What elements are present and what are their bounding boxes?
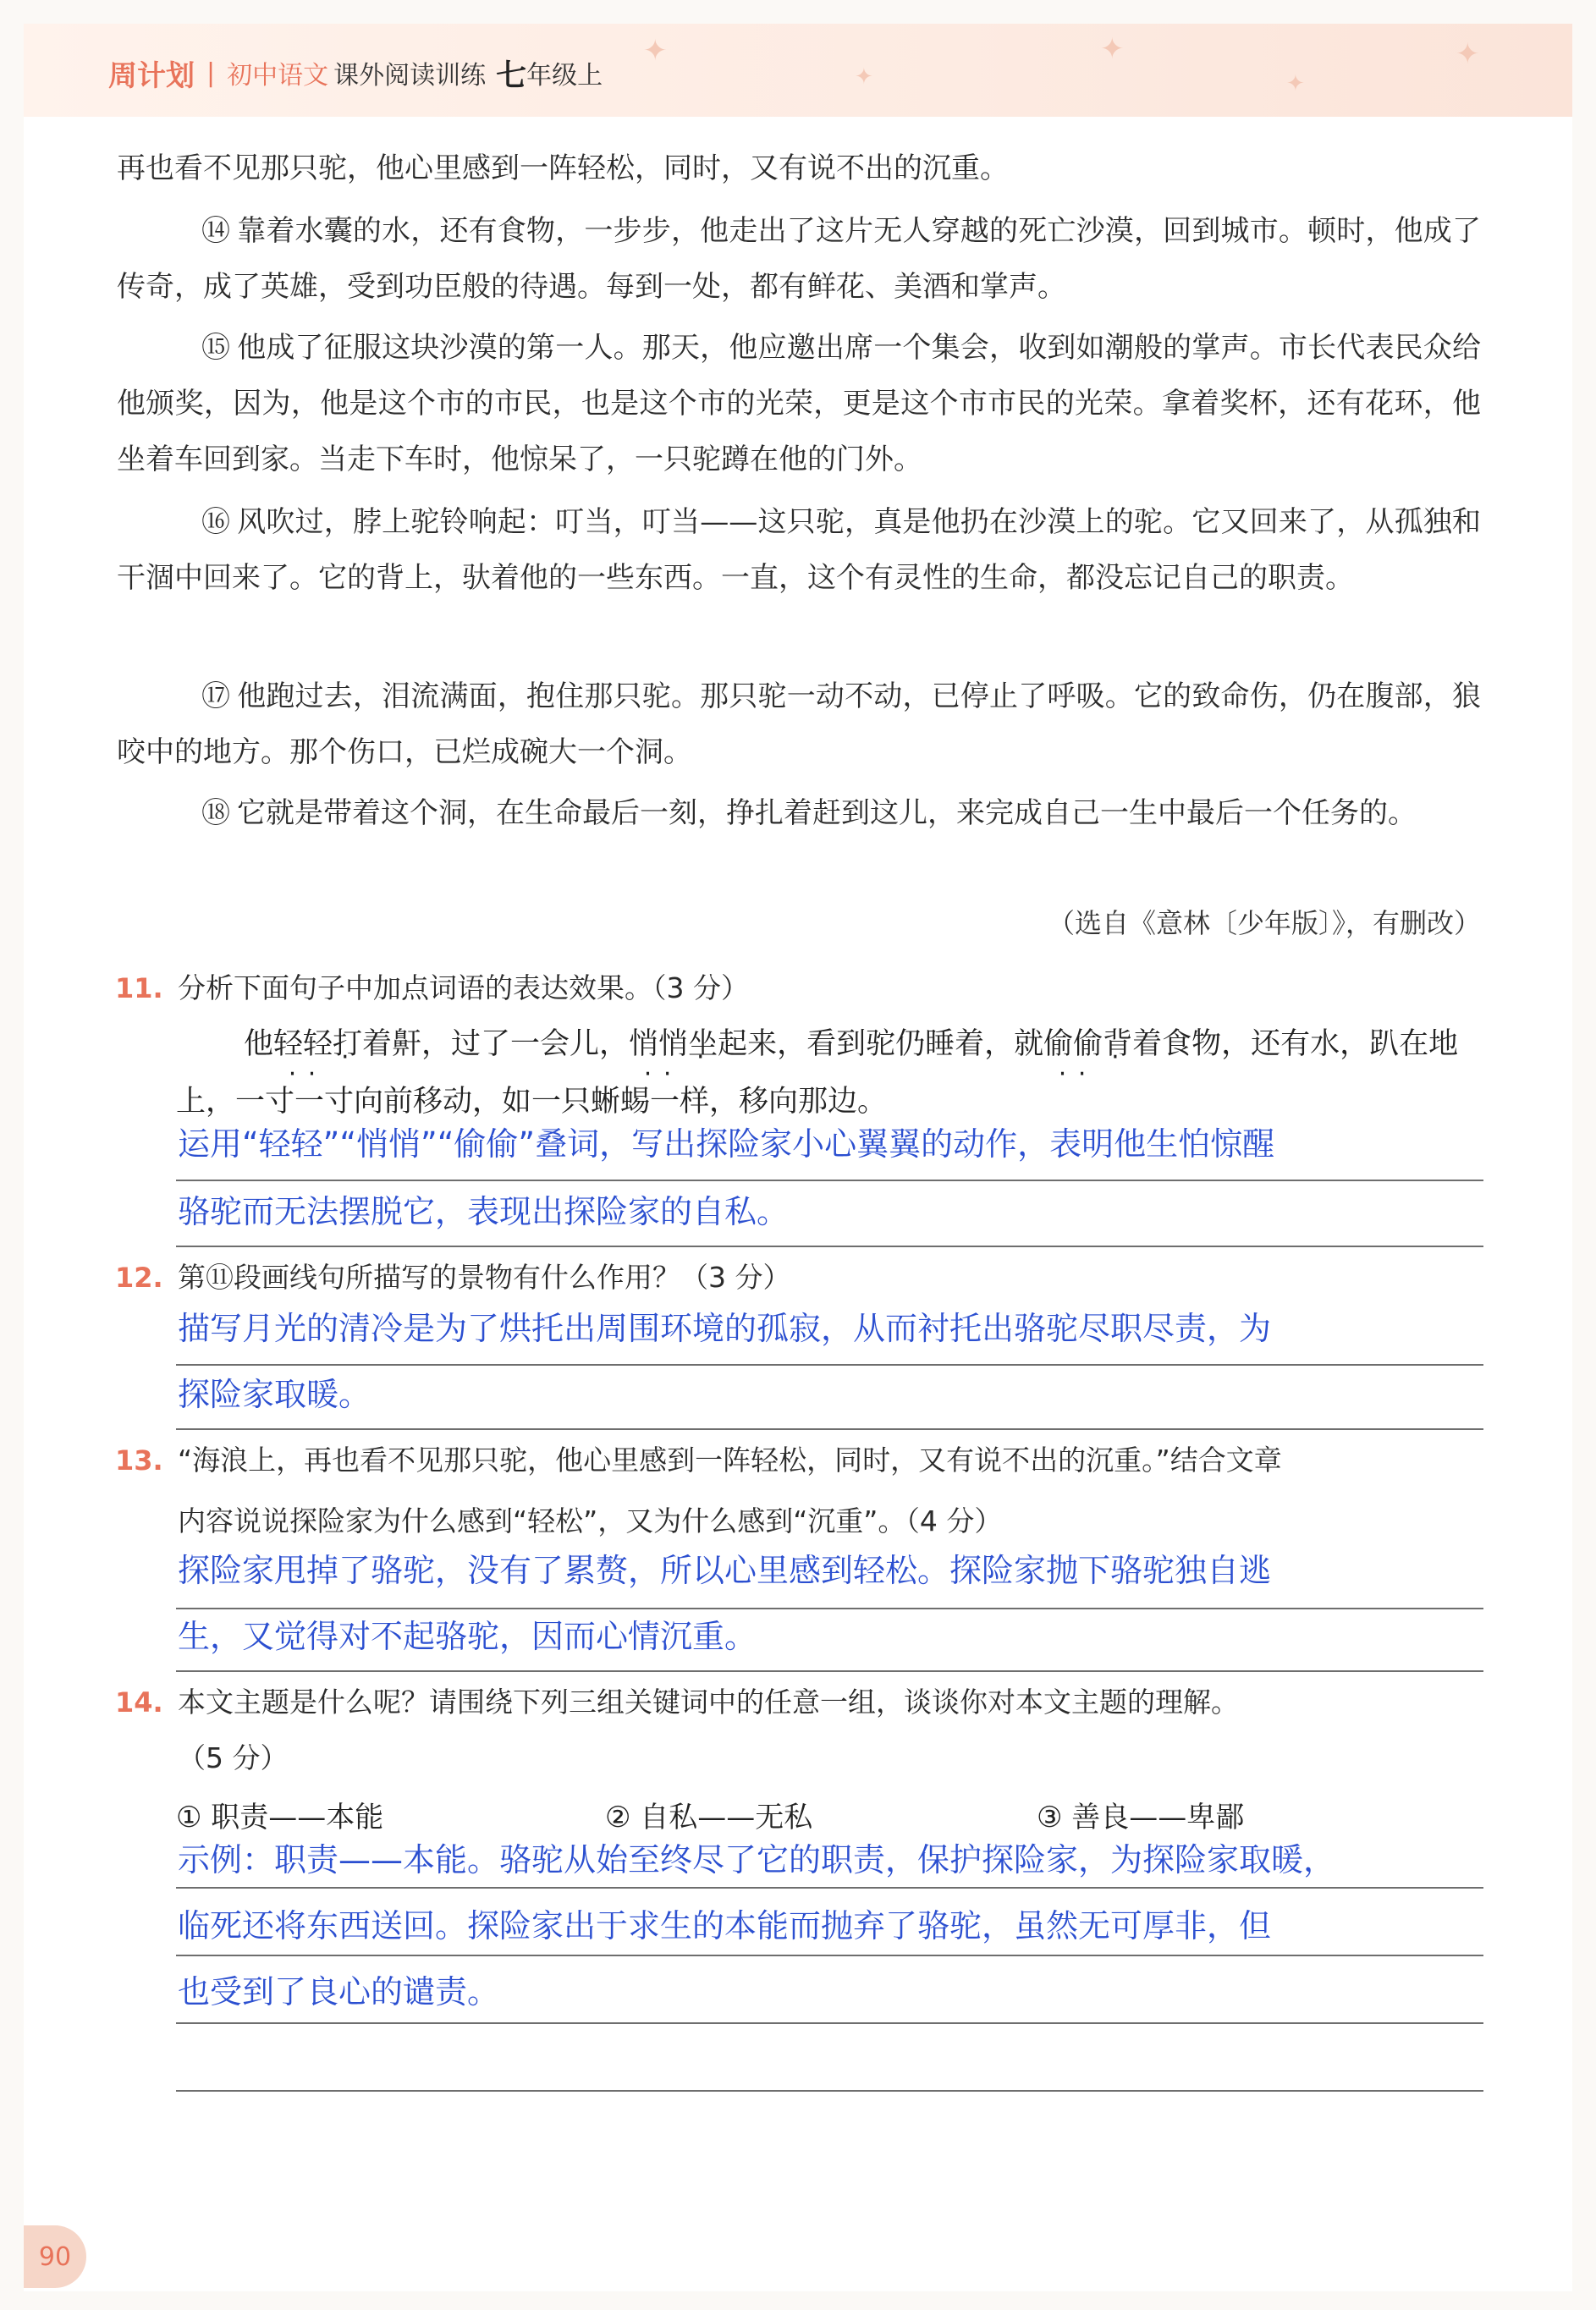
passage-source: （选自《意林〔少年版〕》，有删改） — [1047, 907, 1481, 939]
question-text: 分析下面句子中加点词语的表达效果。（3 分） — [178, 971, 749, 1004]
keyword-option-3: ③ 善良——卑鄙 — [1037, 1801, 1245, 1834]
question-number: 13. — [115, 1444, 163, 1477]
quote-text: 坐起来，看到驼仍睡着，就 — [688, 1027, 1044, 1061]
answer-text: 骆驼而无法摆脱它，表现出探险家的自私。 — [178, 1193, 790, 1230]
paragraph-number: ⑭ — [201, 214, 231, 248]
paragraph-text: 风吹过，脖上驼铃响起：叮当，叮当——这只驼，真是他扔在沙漠上的驼。它又回来了，从孤独和干涸中回来了。它的背上，驮着他的一些东西。一直，这个有灵性的生命，都没忘记自己的职责。 — [117, 505, 1482, 595]
dotted-word — [629, 1027, 688, 1061]
question-number: 14. — [115, 1686, 163, 1719]
question-text: 本文主题是什么呢？请围绕下列三组关键词中的任意一组，谈谈你对本文主题的理解。 — [178, 1686, 1239, 1719]
passage-paragraph-14 — [117, 203, 1481, 315]
keyword-option-2: ② 自私——无私 — [605, 1801, 813, 1834]
passage-paragraph-15 — [117, 320, 1481, 487]
paragraph-text: 它就是带着这个洞，在生命最后一刻，挣扎着赶到这儿，来完成自己一生中最后一个任务的。 — [237, 796, 1417, 830]
answer-text: 探险家甩掉了骆驼，没有了累赘，所以心里感到轻松。探险家抛下骆驼独自逃 — [178, 1552, 1272, 1589]
paragraph-text: 他成了征服这块沙漠的第一人。那天，他应邀出席一个集会，收到如潮般的掌声。市长代表民众给他颁奖，因为，他是这个市的市民，也是这个市的光荣，更是这个市市民的光荣。拿着奖杯，还有花环，他坐着车回到家。当走下车时，他惊呆了，一只驼蹲在他的门外。 — [117, 331, 1481, 476]
question-text: （5 分） — [178, 1741, 289, 1774]
star-decoration-icon: ✦ — [1286, 71, 1305, 96]
answer-text: 也受到了良心的谴责。 — [178, 1973, 500, 2010]
question-text: 第⑪段画线句所描写的景物有什么作用？（3 分） — [178, 1261, 791, 1294]
page-number: 90 — [24, 2225, 86, 2288]
star-decoration-icon: ✦ — [643, 34, 668, 68]
quote-text: 打着鼾，过了一会儿， — [333, 1027, 630, 1061]
answer-text: 示例：职责——本能。骆驼从始至终尽了它的职责，保护探险家，为探险家取暖， — [178, 1841, 1336, 1878]
header-series: 初中语文 — [227, 61, 329, 91]
header-brand: 周计划 — [108, 58, 195, 93]
dotted-word — [1043, 1027, 1103, 1061]
answer-text: 生，又觉得对不起骆驼，因而心情沉重。 — [178, 1618, 757, 1655]
answer-text: 运用“轻轻”“悄悄”“偷偷”叠词，写出探险家小心翼翼的动作，表明他生怕惊醒 — [178, 1125, 1275, 1163]
answer-text: 临死还将东西送回。探险家出于求生的本能而抛弃了骆驼，虽然无可厚非，但 — [178, 1907, 1272, 1944]
quote-text: 背着食物，还有水，趴在地上，一寸一寸向前移动，如一只蜥蜴一样，移向那边。 — [176, 1027, 1459, 1119]
question-text: 内容说说探险家为什么感到“轻松”，又为什么感到“沉重”。（4 分） — [178, 1504, 1003, 1537]
star-decoration-icon: ✦ — [1100, 32, 1125, 66]
page-header — [108, 51, 603, 95]
passage-paragraph-18 — [117, 785, 1481, 841]
header-grade-number: 七 — [496, 58, 527, 93]
quote-text: 他 — [244, 1027, 274, 1061]
header-book: 课外阅读训练 — [333, 61, 487, 91]
passage-paragraph-continued: 再也看不见那只驼，他心里感到一阵轻松，同时，又有说不出的沉重。 — [117, 151, 1009, 185]
paragraph-number: ⑱ — [201, 796, 230, 830]
paragraph-text: 靠着水囊的水，还有食物，一步步，他走出了这片无人穿越的死亡沙漠，回到城市。顿时，他成了传奇，成了英雄，受到功臣般的待遇。每到一处，都有鲜花、美酒和掌声。 — [117, 214, 1481, 304]
dotted-word-text: 轻轻 — [273, 1027, 333, 1061]
dotted-word-text: 偷偷 — [1043, 1027, 1103, 1061]
paragraph-number: ⑰ — [201, 679, 231, 713]
answer-text: 探险家取暖。 — [178, 1376, 371, 1413]
question-number: 11. — [115, 972, 163, 1004]
question-text: “海浪上，再也看不见那只驼，他心里感到一阵轻松，同时，又有说不出的沉重。”结合文章 — [178, 1444, 1282, 1477]
star-decoration-icon: ✦ — [855, 64, 873, 90]
answer-line[interactable] — [176, 2026, 1483, 2092]
passage-paragraph-17 — [117, 668, 1481, 780]
star-decoration-icon: ✦ — [1456, 37, 1480, 71]
keyword-option-1: ① 职责——本能 — [176, 1801, 384, 1834]
answer-text: 描写月光的清冷是为了烘托出周围环境的孤寂，从而衬托出骆驼尽职尽责，为 — [178, 1310, 1272, 1347]
header-separator: | — [206, 58, 216, 88]
header-grade: 年级上 — [526, 61, 603, 91]
dotted-word-text: 悄悄 — [629, 1027, 689, 1061]
dotted-word — [273, 1027, 333, 1061]
paragraph-number: ⑯ — [201, 505, 231, 539]
question-11-quote — [176, 1015, 1483, 1130]
paragraph-text: 他跑过去，泪流满面，抱住那只驼。那只驼一动不动，已停止了呼吸。它的致命伤，仍在腹部，狼咬中的地方。那个伤口，已烂成碗大一个洞。 — [117, 679, 1481, 769]
passage-paragraph-16 — [117, 494, 1481, 606]
question-number: 12. — [115, 1262, 163, 1294]
paragraph-number: ⑮ — [201, 331, 231, 365]
